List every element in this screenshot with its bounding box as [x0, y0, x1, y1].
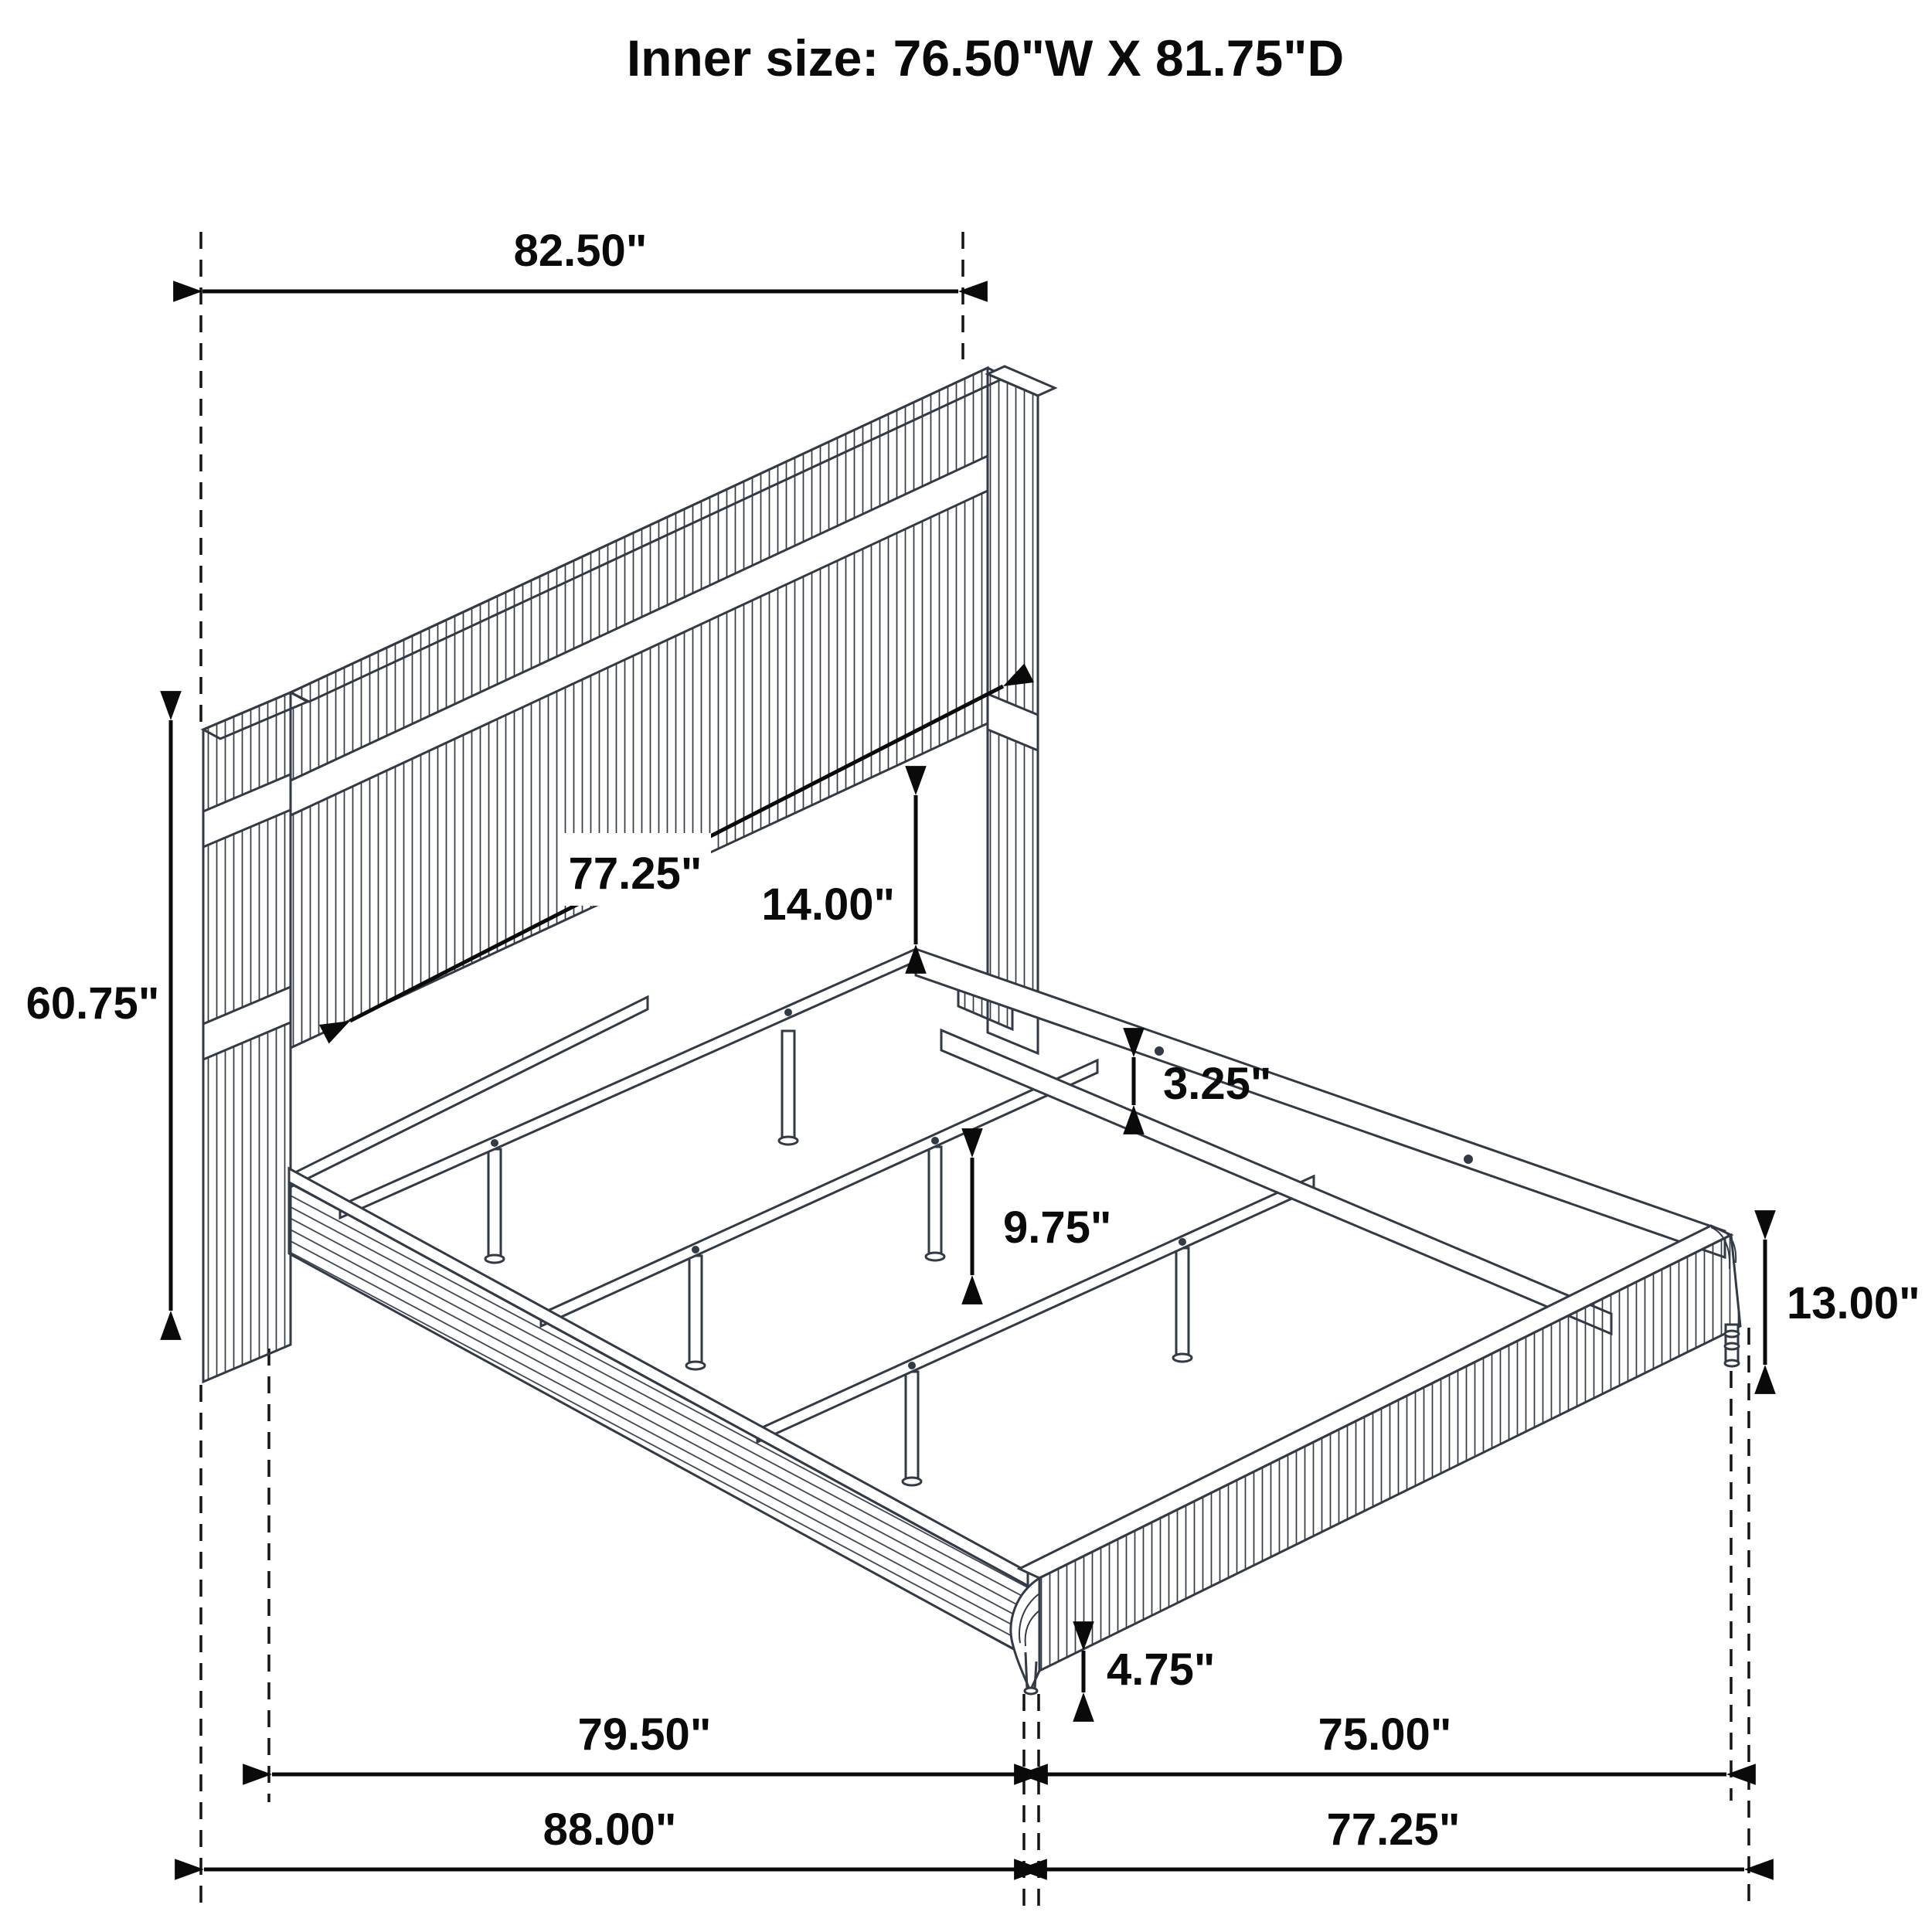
footboard-right-leg	[1725, 1325, 1739, 1366]
center-leg-foot	[485, 1255, 504, 1263]
cross-slats	[340, 949, 1314, 1442]
dim-overall-length-label: 88.00"	[543, 1804, 677, 1855]
center-leg	[689, 1256, 702, 1364]
center-leg-foot	[903, 1478, 921, 1485]
bed-frame	[289, 949, 1725, 1657]
center-leg	[488, 1149, 501, 1257]
center-leg	[1176, 1248, 1189, 1356]
center-leg	[782, 1031, 794, 1139]
right-post	[988, 374, 1038, 997]
dim-center-leg-label: 9.75"	[1003, 1202, 1112, 1253]
dim-overall-width-label: 82.50"	[513, 226, 648, 276]
dim-foot-leg-label: 4.75"	[1107, 1645, 1216, 1695]
center-leg	[929, 1147, 941, 1255]
rail-screw	[1464, 1155, 1473, 1164]
center-leg	[906, 1372, 918, 1480]
dim-footboard-width-label: 77.25"	[1326, 1804, 1461, 1855]
center-leg-foot	[779, 1137, 798, 1145]
center-leg-foot	[686, 1362, 705, 1369]
dim-rail-gap-label: 3.25"	[1163, 1059, 1272, 1109]
diagram-title: Inner size: 76.50"W X 81.75"D	[626, 29, 1345, 87]
dim-frame-length-label: 79.50"	[577, 1709, 712, 1760]
footboard	[1011, 1226, 1740, 1694]
dim-headboard-height-label: 60.75"	[26, 978, 160, 1029]
center-leg-foot	[1173, 1354, 1192, 1362]
center-leg-foot	[926, 1253, 944, 1260]
footboard-top-face	[1019, 1226, 1731, 1578]
dim-lower-panel-label: 14.00"	[761, 879, 895, 930]
headboard-panel	[291, 368, 988, 1048]
cross-slat	[340, 949, 916, 1218]
dim-inner-length-label: 75.00"	[1318, 1709, 1452, 1760]
footboard-front	[1039, 1235, 1740, 1671]
cross-slat	[541, 1060, 1097, 1326]
dim-headboard-inner-width-label: 77.25"	[568, 849, 702, 899]
rail-screw	[1155, 1046, 1164, 1056]
dim-footboard-height-label: 13.00"	[1787, 1278, 1920, 1328]
